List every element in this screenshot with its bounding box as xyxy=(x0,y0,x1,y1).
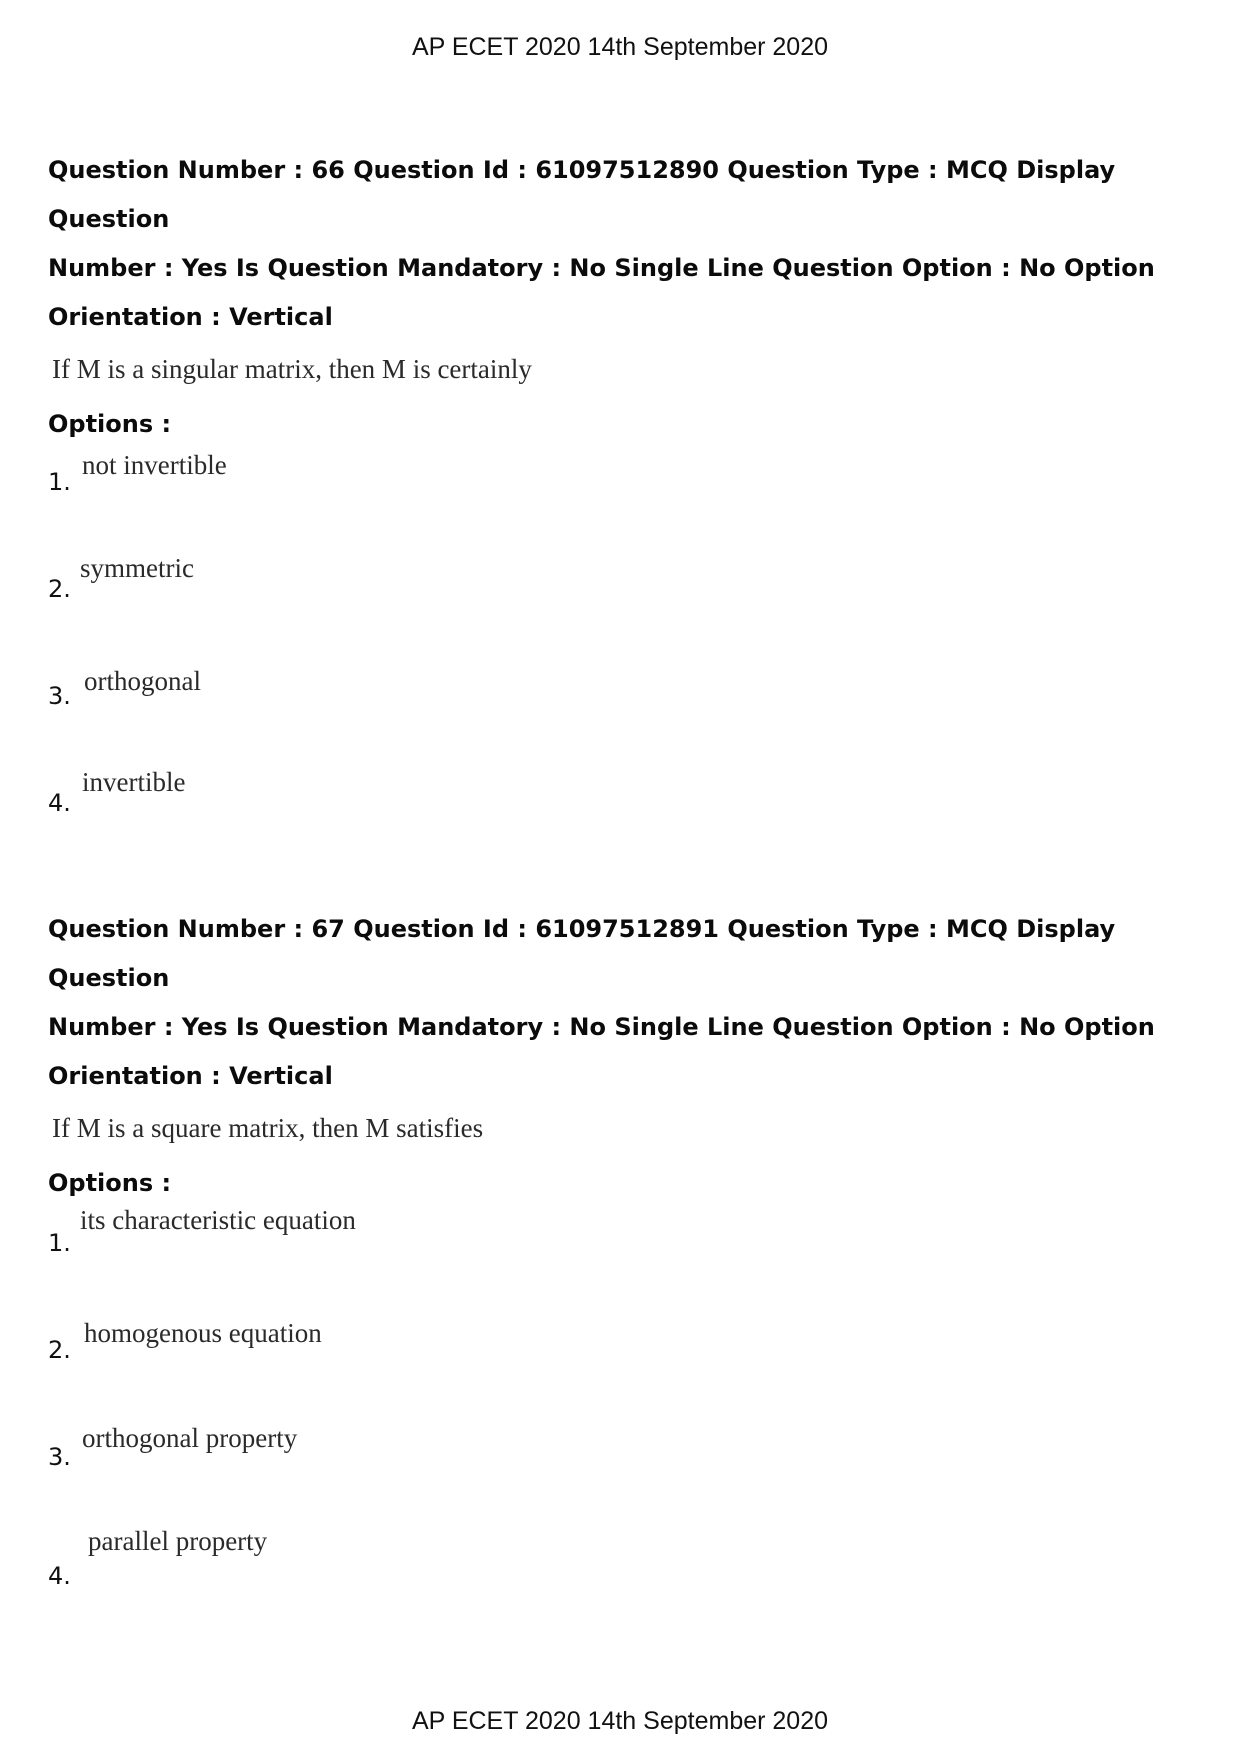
option-text: orthogonal xyxy=(84,666,201,696)
option-item xyxy=(48,660,1198,767)
option-item xyxy=(48,553,1198,660)
option-item xyxy=(48,1526,1198,1633)
option-number: 4. xyxy=(48,789,71,817)
option-text: symmetric xyxy=(80,553,194,583)
question-meta-line-2: Number : Yes Is Question Mandatory : No Single Line Question Option : No Option xyxy=(48,1013,1155,1041)
question-text: If M is a singular matrix, then M is certainly xyxy=(52,354,532,384)
option-item xyxy=(48,1419,1198,1526)
question-meta-line-2: Number : Yes Is Question Mandatory : No Single Line Question Option : No Option xyxy=(48,254,1155,282)
option-item xyxy=(48,1312,1198,1419)
options-label: Options : xyxy=(48,410,172,438)
option-item xyxy=(48,767,1198,874)
option-item xyxy=(48,1205,1198,1312)
option-text: invertible xyxy=(82,767,186,797)
question-block-67 xyxy=(48,905,1198,1633)
question-meta-line-3: Orientation : Vertical xyxy=(48,1062,333,1090)
option-item xyxy=(48,446,1198,553)
question-meta-line-1: Question Number : 67 Question Id : 61097512891 Question Type : MCQ Display Question xyxy=(48,915,1116,992)
page-header: AP ECET 2020 14th September 2020 xyxy=(411,33,829,61)
option-text: parallel property xyxy=(88,1526,268,1556)
question-meta-line-1: Question Number : 66 Question Id : 61097512890 Question Type : MCQ Display Question xyxy=(48,156,1116,233)
question-text: If M is a square matrix, then M satisfies xyxy=(52,1113,484,1143)
question-block-66 xyxy=(48,146,1198,874)
page-footer: AP ECET 2020 14th September 2020 xyxy=(411,1707,829,1735)
option-number: 2. xyxy=(48,1336,71,1364)
option-number: 3. xyxy=(48,682,71,710)
option-number: 2. xyxy=(48,575,71,603)
option-text: orthogonal property xyxy=(82,1423,298,1453)
option-number: 4. xyxy=(48,1562,71,1590)
options-label: Options : xyxy=(48,1169,172,1197)
question-meta-line-3: Orientation : Vertical xyxy=(48,303,333,331)
option-number: 1. xyxy=(48,468,71,496)
option-number: 3. xyxy=(48,1443,71,1471)
option-text: homogenous equation xyxy=(84,1318,322,1348)
option-number: 1. xyxy=(48,1229,71,1257)
option-text: its characteristic equation xyxy=(80,1205,356,1235)
option-text: not invertible xyxy=(82,450,227,480)
